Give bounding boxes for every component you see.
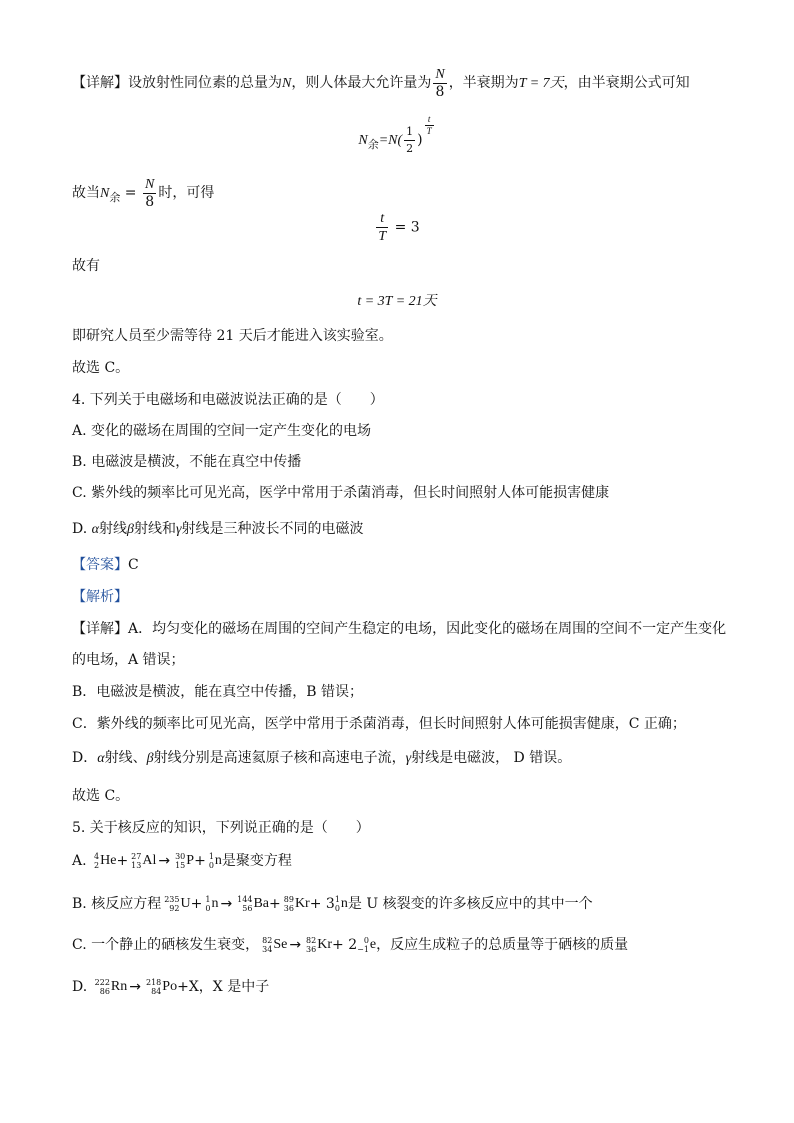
answer-line: [72, 555, 139, 575]
intro-text-3: ，半衰期为: [448, 75, 519, 91]
nuclide-p: 30 15 P: [175, 852, 195, 870]
nuclide-po: 218 84 Po: [146, 978, 178, 996]
max-allow-fraction: $\frac{N}{8}$: [435, 67, 445, 100]
analysis-line-3: B．电磁波是横波，能在真空中传播，B 错误；: [72, 684, 364, 700]
answer-tag: 【答案】: [72, 557, 128, 573]
nuclide-se: 82 34 Se: [262, 936, 288, 954]
q4-option-a: A. 变化的磁场在周围的空间一定产生变化的电场: [72, 423, 372, 439]
q4-option-d: D. α射线β射线和γ射线是三种波长不同的电磁波: [72, 521, 364, 537]
q5-option-d: D. 222 86 Rn → 218 84 Po+X，X 是中子: [72, 978, 270, 996]
analysis-line-1: 【详解】A．均匀变化的磁场在周围的空间产生稳定的电场，因此变化的磁场在周围的空间不一定产生变化: [72, 621, 727, 637]
answer-value: C: [128, 557, 139, 573]
q5-option-c: C. 一个静止的硒核发生衰变， 82 34 Se → 82 36 Kr+ 2 0 −1 e，反应生成粒子的总质量等于硒核的质量: [72, 936, 629, 954]
analysis-line-2: 的电场，A 错误；: [72, 652, 185, 668]
nuclide-kr: 82 36 Kr: [306, 936, 333, 954]
analysis-line-4: C．紫外线的频率比可见光高，医学中常用于杀菌消毒，但长时间照射人体可能损害健康，C 正确；: [72, 716, 686, 732]
nuclide-n: 1 0 n: [334, 895, 348, 913]
result-formula: t = 3T = 21天: [357, 294, 437, 309]
half-life-formula: $N_余=N$( $\frac{1}{2}$ ) $^{\frac{t}{T}}$: [358, 114, 432, 155]
nuclide-n: 1 0 n: [208, 852, 222, 870]
nuclide-rn: 222 86 Rn: [94, 978, 128, 996]
q4-option-b: B. 电磁波是横波，不能在真空中传播: [72, 454, 302, 470]
nuclide-n: 1 0 n: [205, 895, 219, 913]
reaction-arrow: →: [158, 853, 171, 869]
analysis-tag: 【解析】: [72, 589, 128, 605]
nuclide-al: 27 13 Al: [131, 852, 157, 870]
half-life-value: T = 7天: [518, 76, 564, 91]
intro-text-1: 【详解】设放射性同位素的总量为: [72, 75, 282, 91]
analysis-line-5: D．α射线、β射线分别是高速氦原子核和高速电子流，γ射线是电磁波， D 错误。: [72, 750, 572, 766]
detail-intro-line: [72, 66, 690, 100]
choose-line-2: 故选 C。: [72, 788, 130, 804]
var-N: N: [282, 76, 292, 91]
choose-line-1: 故选 C。: [72, 360, 130, 376]
conclusion-line: 即研究人员至少需等待 21 天后才能进入该实验室。: [72, 328, 393, 344]
ratio-formula: $\frac{t}{T}$ = 3: [378, 211, 420, 244]
q5-option-b: B. 核反应方程 235 92 U+ 1 0 n → 144 56 Ba+ 89 36 Kr+ 3 1 0 n是 U 核裂变的许多核反应中的其中一个: [72, 895, 593, 913]
q4-option-c: C. 紫外线的频率比可见光高，医学中常用于杀菌消毒，但长时间照射人体可能损害健康: [72, 485, 610, 501]
q4-stem: 4. 下列关于电磁场和电磁波说法正确的是（ ）: [72, 392, 384, 408]
reaction-arrow: →: [289, 937, 302, 953]
reaction-arrow: →: [220, 896, 233, 912]
q5-option-a: A. 4 2 He+ 27 13 Al → 30 15 P+ 1 0 n是聚变方程: [72, 852, 292, 870]
nuclide-he: 4 2 He: [94, 852, 117, 870]
reaction-arrow: →: [129, 979, 141, 995]
intro-text-2: ，则人体最大允许量为: [291, 75, 432, 91]
therefore-line: 故有: [72, 258, 100, 274]
condition-line: 故当$N_余$ = $\frac{N}{8}$ 时，可得: [72, 177, 215, 210]
nuclide-u: 235 92 U: [164, 895, 191, 913]
q5-stem: 5. 关于核反应的知识，下列说正确的是（ ）: [72, 820, 370, 836]
nuclide-ba: 144 56 Ba: [237, 895, 270, 913]
intro-text-4: ，由半衰期公式可知: [563, 75, 690, 91]
nuclide-e: 0 −1 e: [357, 936, 377, 954]
nuclide-kr: 89 36 Kr: [283, 895, 310, 913]
